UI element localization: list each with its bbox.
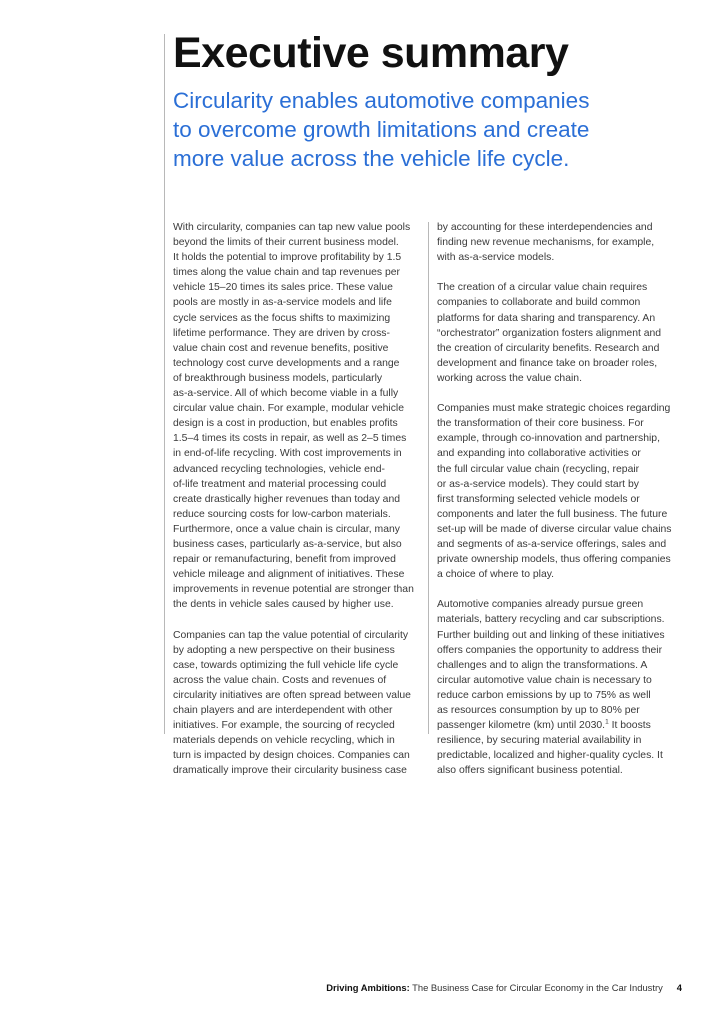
text-line: dramatically improve their circularity business case <box>173 765 407 777</box>
text-line: companies to collaborate and build common <box>437 297 641 309</box>
text-line: development and finance take on broader roles, <box>437 357 658 369</box>
text-line: offers companies the opportunity to address their <box>437 644 663 656</box>
text-line: case, towards optimizing the full vehicle life cycle <box>173 659 399 671</box>
text-line: improvements in revenue potential are stronger than <box>173 584 414 596</box>
text-line: The creation of a circular value chain requires <box>437 282 648 294</box>
text-line: challenges and to align the transformations. A <box>437 659 648 671</box>
text-line: the full circular value chain (recycling, repair <box>437 463 640 475</box>
text-line: finding new revenue mechanisms, for example, <box>437 237 655 249</box>
body-paragraph <box>173 628 425 779</box>
text-line: vehicle 15–20 times its sales price. These value <box>173 282 393 294</box>
text-line: across the value chain. Costs and revenues of <box>173 674 387 686</box>
text-line: technology cost curve developments and a range <box>173 357 400 369</box>
text-line: first transforming selected vehicle models or <box>437 493 640 505</box>
page-number: 4 <box>676 982 682 993</box>
text-line: circularity initiatives are often spread between value <box>173 689 411 701</box>
footnote-marker: 1 <box>605 718 609 726</box>
subtitle-line: more value across the vehicle life cycle. <box>173 146 570 171</box>
text-line: example, through co-innovation and partnership, <box>437 433 660 445</box>
text-line: of breakthrough business models, particularly <box>173 372 383 384</box>
text-line: design is a cost in production, but enables profits <box>173 418 398 430</box>
text-line: of-life treatment and material processing could <box>173 478 387 490</box>
text-line: It boosts <box>608 720 651 732</box>
body-paragraph <box>437 597 689 778</box>
text-line: times along the value chain and tap revenues per <box>173 267 401 279</box>
text-line: with as-a-service models. <box>437 252 555 264</box>
text-line: With circularity, companies can tap new value pools <box>173 222 411 233</box>
text-line: set-up will be made of diverse circular value chains <box>437 523 672 535</box>
text-line: working across the value chain. <box>437 372 582 384</box>
text-line: or as-a-service models). They could start by <box>437 478 639 490</box>
text-line: Companies must make strategic choices regarding <box>437 403 671 415</box>
text-line: Furthermore, once a value chain is circular, many <box>173 523 400 535</box>
text-line: the dents in vehicle sales caused by higher use. <box>173 599 394 611</box>
footer-publication-title: Driving Ambitions: <box>326 982 410 993</box>
text-line: components and later the full business. The future <box>437 508 668 520</box>
text-line: also offers significant business potential. <box>437 765 623 777</box>
text-line: as resources consumption by up to 80% per <box>437 705 640 716</box>
text-line: by adopting a new perspective on their business <box>173 644 395 656</box>
body-paragraph <box>437 401 689 582</box>
column-divider <box>428 222 429 734</box>
text-line: platforms for data sharing and transparency. An <box>437 312 656 324</box>
text-line: lifetime performance. They are driven by cross- <box>173 327 390 339</box>
text-line: vehicle mileage and alignment of initiatives. These <box>173 569 405 581</box>
text-line: beyond the limits of their current business model. <box>173 237 399 249</box>
text-line: and expanding into collaborative activities or <box>437 448 641 460</box>
body-column-left <box>173 220 425 794</box>
text-line: the transformation of their core business. For <box>437 418 644 430</box>
page-footer <box>326 982 682 993</box>
text-line: turn is impacted by design choices. Companies can <box>173 750 410 762</box>
text-line: and segments of as-a-service offerings, sales and <box>437 538 667 550</box>
body-paragraph <box>437 220 689 265</box>
text-line: materials, battery recycling and car subscriptions. <box>437 614 665 626</box>
text-line: Companies can tap the value potential of circularity <box>173 629 409 641</box>
left-margin-rule <box>164 34 165 734</box>
text-line: “orchestrator” organization fosters alignment and <box>437 327 662 339</box>
text-line: Further building out and linking of these initiatives <box>437 629 665 641</box>
body-paragraph <box>173 220 425 612</box>
text-line: in end-of-life recycling. With cost improvements in <box>173 448 402 460</box>
text-line: 1.5–4 times its costs in repair, as well as 2–5 times <box>173 433 407 445</box>
text-line: chain players and are interdependent with other <box>173 705 393 716</box>
text-line: circular automotive value chain is necessary to <box>437 674 652 686</box>
text-line: passenger kilometre (km) until 2030. <box>437 720 606 732</box>
text-line: materials depends on vehicle recycling, which in <box>173 735 395 747</box>
text-line: advanced recycling technologies, vehicle end- <box>173 463 385 475</box>
text-line: It holds the potential to improve profitability by 1.5 <box>173 252 402 264</box>
text-line: predictable, localized and higher-quality cycles. It <box>437 750 663 762</box>
text-line: circular value chain. For example, modular vehicle <box>173 403 405 415</box>
text-line: Automotive companies already pursue green <box>437 599 644 611</box>
body-paragraph <box>437 280 689 386</box>
page-title: Executive summary <box>173 29 569 77</box>
text-line: create drastically higher revenues than today and <box>173 493 401 505</box>
text-line: private ownership models, thus offering companies <box>437 554 671 566</box>
text-line: repair or remanufacturing, benefit from improved <box>173 554 396 566</box>
subtitle-line: to overcome growth limitations and create <box>173 117 590 142</box>
text-line: cycle services as the focus shifts to maximizing <box>173 312 391 324</box>
text-line: the creation of circularity benefits. Research and <box>437 342 660 354</box>
page-subtitle <box>173 86 643 173</box>
text-line: reduce sourcing costs for low-carbon materials. <box>173 508 391 520</box>
text-line: resilience, by securing material availability in <box>437 735 642 747</box>
text-line: pools are mostly in as-a-service models and life <box>173 297 392 309</box>
text-line: a choice of where to play. <box>437 569 555 581</box>
body-column-right <box>437 220 689 794</box>
text-line: initiatives. For example, the sourcing of recycled <box>173 720 395 732</box>
text-line: as-a-service. All of which become viable in a fully <box>173 388 399 400</box>
subtitle-line: Circularity enables automotive companies <box>173 88 590 113</box>
text-line: by accounting for these interdependencies and <box>437 222 653 233</box>
footer-publication-subtitle: The Business Case for Circular Economy in the Car Industry <box>409 982 663 993</box>
text-line: reduce carbon emissions by up to 75% as well <box>437 689 651 701</box>
text-line: business cases, particularly as-a-service, but also <box>173 538 402 550</box>
text-line: value chain cost and revenue benefits, positive <box>173 342 389 354</box>
